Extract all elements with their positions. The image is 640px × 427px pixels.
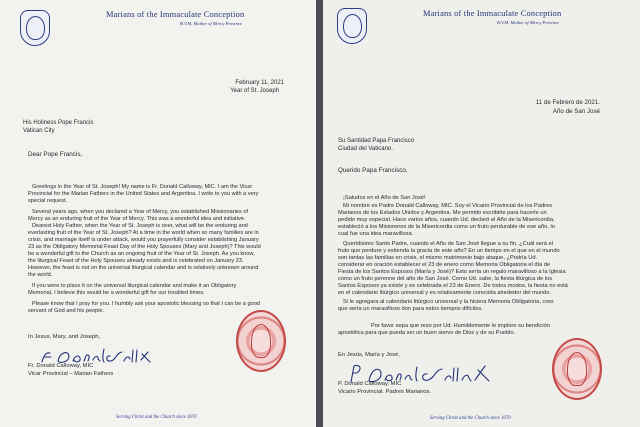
- letterhead-org: Marians of the Immaculate Conception: [423, 9, 562, 18]
- body-line: son tantas las familias en crisis, el mismo matrimonio bajo ataque, ¿Podría Ud.: [338, 255, 538, 261]
- body-line: Provincial for the Marian Fathers in the United States and Argentina. I write to you with a very: [28, 191, 259, 197]
- letter-spanish: [323, 0, 640, 427]
- sign-title: Vicario Provincial. Padres Marianos.: [338, 389, 432, 395]
- letter-year: Año de San José: [552, 108, 600, 115]
- body-line: apostólica para que pueda ser un buen siervo de Dios y de su Pueblo.: [338, 330, 516, 336]
- recipient-line: Su Santidad Papa Francisco: [338, 138, 415, 144]
- body-line: servant of God and his people.: [28, 308, 105, 314]
- body-line: the liturgical Feast of the Holy Spouses already exists and is celebrated on January 23.: [28, 258, 244, 264]
- body-line: If you were to place it on the universal liturgical calendar and make it an Obligatory: [32, 283, 237, 289]
- letter-date: February 11, 2021: [235, 80, 284, 86]
- body-line: como un fruto perenne del año de San José. Como Ud. sabe, la fiesta litúrgica de los: [338, 276, 553, 282]
- letterhead-subtitle: B.V.M. Mother of Mercy Province: [180, 21, 242, 26]
- body-line: Dearest Holy Father, when the Year of St. Joseph is over, what will be the enduring and: [32, 223, 248, 229]
- body-line: cual fue una idea maravillosa.: [338, 231, 414, 237]
- body-line: However, the feast is not on the universal liturgical calendar and is relatively unknown around: [28, 265, 259, 271]
- body-line: pedido muy especial. Hace varios años, cuando Ud. declaró el Año de la Misericordia,: [338, 217, 555, 223]
- marian-crest-icon: [337, 8, 367, 44]
- body-line: que sería un maravilloso don para estos tiempos difíciles.: [338, 306, 483, 312]
- marian-seal-icon: [236, 310, 286, 372]
- letterhead-subtitle: B.V.M. Mother of Mercy Province: [497, 20, 559, 25]
- body-line: crisis, and marriage itself is under attack, would you prayerfully consider establishing January: [28, 237, 259, 243]
- recipient-line: His Holiness Pope Francis: [23, 120, 94, 126]
- body-line: be a wonderful gift to the Church as an ongoing fruit of the Year of St. Joseph. As you know,: [28, 251, 255, 257]
- body-line: Querídisimo Santo Padre, cuando el Año de San José llegue a su fin, ¿Cuál será el: [343, 241, 553, 247]
- footer-motto: Serving Christ and the Church since 1670: [116, 415, 197, 420]
- marian-crest-icon: [20, 10, 50, 46]
- body-line: considerar en oración establecer el 23 de enero como Memoria Obligatoria el día de: [338, 262, 551, 268]
- body-line: Marianos de los Estados Unidos y Argentina. Me permito escribirle para hacerle un: [338, 210, 547, 216]
- closing: En Jesús, María y José,: [338, 352, 400, 358]
- marian-seal-icon: [552, 338, 602, 400]
- body-line: the world.: [28, 272, 53, 278]
- body-line: 23 as the Obligatory Memorial Feast Day of the Holy Spouses (Mary and Joseph)? This would: [28, 244, 261, 250]
- sign-name: Fr. Donald Calloway, MIC: [28, 363, 94, 369]
- salutation: Dear Pope Francis,: [28, 151, 83, 158]
- letterhead-org: Marians of the Immaculate Conception: [106, 10, 245, 19]
- page-divider: [316, 0, 323, 427]
- recipient-line: Ciudad del Vaticano.: [338, 146, 393, 152]
- body-line: en el calendario litúrgico universal y es relativamente conocida alrededor del mundo.: [338, 290, 552, 296]
- closing: In Jesus, Mary, and Joseph,: [28, 334, 101, 340]
- body-line: Greetings in the Year of St. Joseph! My name is Fr. Donald Calloway, MIC. I am the Vicar: [32, 184, 253, 190]
- recipient-line: Vatican City: [23, 128, 55, 134]
- body-line: Fiesta de los Santos Esposos (María y José)? Esto sería un regalo maravilloso a la Iglesia: [338, 269, 566, 275]
- body-line: everlasting fruit of the Year of St. Joseph? At a time in the world when so many families are in: [28, 230, 259, 236]
- letter-year: Year of St. Joseph: [230, 88, 279, 94]
- body-line: fruto que perdure y extienda la gracia de este año? En un tiempo en el que en el mundo: [338, 248, 560, 254]
- body-line: Mi nombre es Padre Donald Calloway, MIC. Soy el Vicario Provincial de los Padres: [343, 203, 553, 209]
- body-line: Please know that I pray for you. I humbly ask your apostolic blessing so that I can be a good: [32, 301, 260, 307]
- body-line: Si le agregara al calendario litúrgico universal y la hiciera Memoria Obligatoria, creo: [343, 299, 554, 305]
- body-line: Mercy as an enduring fruit of the Year of Mercy. This was a wonderful idea and initiative.: [28, 216, 246, 222]
- salutation: Querido Papa Francisco,: [338, 167, 408, 174]
- footer-motto: Serving Christ and the Church since 1670: [430, 416, 511, 421]
- body-line: Memorial, I believe this would be a wonderful gift for our troubled times.: [28, 290, 205, 296]
- sign-name: P. Donald Calloway, MIC: [338, 381, 402, 387]
- body-line: Several years ago, when you declared a Year of Mercy, you established Missionaries of: [32, 209, 248, 215]
- sign-title: Vicar Provincial – Marian Fathers: [28, 371, 114, 377]
- body-line: Por favor sepa que rezo por Ud. Humildemente le imploro su bendición: [371, 323, 550, 329]
- body-line: special request.: [28, 198, 68, 204]
- body-line: Santos Esposos ya existe y es celebrada el 23 de Enero. De todos modos, la fiesta no está: [338, 283, 568, 289]
- body-line: ¡Saludos en el Año de San José!: [343, 195, 426, 201]
- letter-date: 11 de Febrero de 2021.: [535, 99, 600, 106]
- letter-english: [0, 0, 316, 427]
- body-line: estableció a los Misioneros de la Misericordia como un fruto perdurable de ese año, lo: [338, 224, 555, 230]
